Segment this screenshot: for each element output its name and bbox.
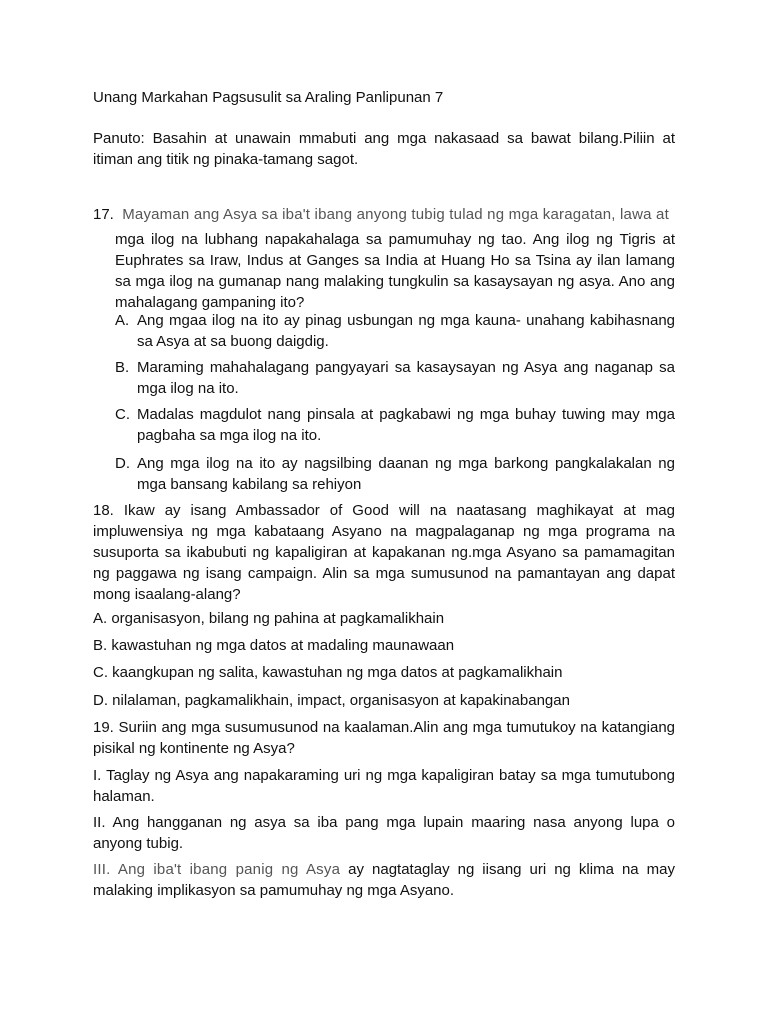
document-title: Unang Markahan Pagsusulit sa Araling Panlipunan 7	[93, 89, 444, 106]
option-letter: C.	[115, 406, 130, 423]
question-17-stem-continuation: mga ilog na lubhang napakahalaga sa pamumuhay ng tao. Ang ilog ng Tigris at Euphrates sa Iraw, Indus at Ganges sa India at Huang Ho sa Tsina ay ilan lamang sa mga ilog na gumanap nang malaking tungkulin sa kasaysayan ng asya. Ano ang mahalagang gampaning ito?	[115, 231, 675, 311]
question-19-item-3	[93, 859, 675, 901]
option-text: Madalas magdulot nang pinsala at pagkabawi ng mga buhay tuwing may mga pagbaha sa mga ilog na ito.	[137, 406, 675, 444]
option-letter: D.	[115, 455, 130, 472]
instructions: Panuto: Basahin at unawain mmabuti ang mga nakasaad sa bawat bilang.Piliin at itiman ang titik ng pinaka-tamang sagot.	[93, 130, 675, 168]
question-17-option-b	[115, 357, 675, 399]
question-17-option-a	[115, 310, 675, 352]
question-17-stem	[93, 204, 675, 313]
question-18-stem: 18. Ikaw ay isang Ambassador of Good will na naatasang maghikayat at mag impluwensiya ng mga kabataang Asyano na magpalaganap ng mga programa na susuporta sa ikabubuti ng kapaligiran at kapakanan ng.mga Asyano sa pamamagitan ng paggawa ng isang campaign. Alin sa mga sumusunod na pamantayan ang dapat mong isaalang-alang?	[93, 502, 675, 603]
option-letter: A.	[115, 312, 130, 329]
option-letter: B.	[115, 359, 130, 376]
question-number: 17.	[93, 206, 114, 223]
question-18-option-b: B. kawastuhan ng mga datos at madaling maunawaan	[93, 637, 455, 654]
option-text: Ang mga ilog na ito ay nagsilbing daanan ng mga barkong pangkalakalan ng mga bansang kabilang sa rehiyon	[137, 455, 675, 493]
question-18-option-d: D. nilalaman, pagkamalikhain, impact, organisasyon at kapakinabangan	[93, 692, 570, 709]
question-17-option-c	[115, 404, 675, 446]
question-17-stem-first-line: Mayaman ang Asya sa iba't ibang anyong tubig tulad ng mga karagatan, lawa at	[122, 206, 669, 223]
question-19-item-3-lead: III. Ang iba't ibang panig ng Asya	[93, 861, 341, 878]
question-19-item-2: II. Ang hangganan ng asya sa iba pang mga lupain maaring nasa anyong lupa o anyong tubig.	[93, 814, 675, 852]
option-text: Maraming mahahalagang pangyayari sa kasaysayan ng Asya ang naganap sa mga ilog na ito.	[137, 359, 675, 397]
question-19-item-3-rest: ay nagtataglay ng iisang uri ng klima na may malaking implikasyon sa pamumuhay ng mga Asyano.	[93, 861, 675, 899]
option-text: Ang mgaa ilog na ito ay pinag usbungan ng mga kauna- unahang kabihasnang sa Asya at sa buong daigdig.	[137, 312, 675, 350]
question-18-option-a: A. organisasyon, bilang ng pahina at pagkamalikhain	[93, 610, 445, 627]
question-17-option-d	[115, 453, 675, 495]
question-18-option-c: C. kaangkupan ng salita, kawastuhan ng mga datos at pagkamalikhain	[93, 664, 563, 681]
question-19-item-1: I. Taglay ng Asya ang napakaraming uri ng mga kapaligiran batay sa mga tumutubong halaman.	[93, 767, 675, 805]
question-19-stem: 19. Suriin ang mga susumusunod na kaalaman.Alin ang mga tumutukoy na katangiang pisikal ng kontinente ng Asya?	[93, 719, 675, 757]
